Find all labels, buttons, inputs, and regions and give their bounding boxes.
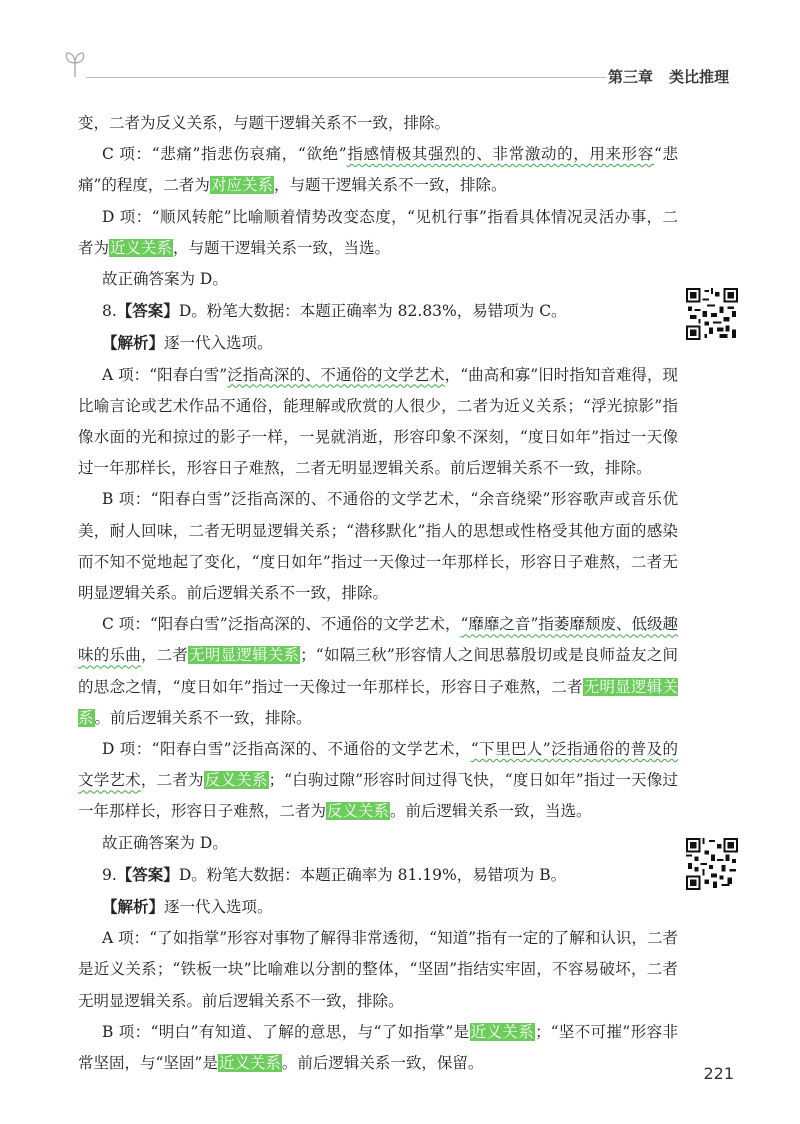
qr-code-icon[interactable] xyxy=(686,288,738,340)
text: A 项：“阳春白雪” xyxy=(102,365,228,384)
text: B 项：“明白”有知道、了解的意思，与“了如指掌”是 xyxy=(102,1022,470,1041)
analysis-label: 【解析】 xyxy=(102,897,165,917)
qr-code-icon[interactable] xyxy=(686,838,738,890)
text: 故正确答案为 D。 xyxy=(102,833,228,852)
text: D。粉笔大数据：本题正确率为 82.83%，易错项为 C。 xyxy=(178,302,567,321)
text: A 项：“了如指掌”形容对事物了解得非常透彻，“知道”指有一定的了解和认识，二者是近义关系；“铁板一块”比喻难以分割的整体，“坚固”指结实牢固，不容易破坏，二者无明显逻辑关系。前后逻辑关系不一致，排除。 xyxy=(78,929,678,1010)
chapter-heading xyxy=(608,66,729,87)
text: ，“曲高和寡”旧时指知音难得，现比喻言论或艺术作品不通俗，能理解或欣赏的人很少，二者为近义关系；“浮光掠影”指像水面的光和掠过的影子一样，一晃就消逝，形容印象不深刻，“度日如年”指过一天像过一年那样长，形容日子难熬，二者无明显逻辑关系。前后逻辑关系不一致，排除。 xyxy=(78,365,678,478)
paragraph xyxy=(78,923,678,1017)
sprout-icon xyxy=(62,48,88,78)
paragraph xyxy=(78,108,678,139)
text: 逐一代入选项。 xyxy=(164,898,273,917)
answer-line-8 xyxy=(78,295,678,327)
text: 。前后逻辑关系一致，保留。 xyxy=(281,1054,484,1073)
text: 。前后逻辑关系一致，当选。 xyxy=(390,802,592,821)
highlighted-term: 对应关系 xyxy=(210,176,273,195)
question-number: 9. xyxy=(102,865,117,884)
text: C 项：“阳春白雪”泛指高深的、不通俗的文学艺术， xyxy=(102,615,461,634)
text: “悲痛”的程度，二者为 xyxy=(78,145,678,195)
text: 二者为 xyxy=(78,207,678,257)
highlighted-term: 无明显逻辑关系 xyxy=(78,677,678,727)
paragraph xyxy=(78,202,678,264)
text: ，与题干逻辑关系不一致，排除。 xyxy=(273,176,507,195)
text: 逐一代入选项。 xyxy=(164,334,273,353)
text: 。前后逻辑关系不一致，排除。 xyxy=(94,708,312,727)
paragraph xyxy=(78,1017,678,1079)
wavy-underlined-text: “下里巴人”泛指通俗的普及的文学艺术 xyxy=(78,740,678,790)
wavy-underlined-text: 指感情极其强烈的、非常激动的，用来形容 xyxy=(346,145,654,164)
answer-label: 【答案】 xyxy=(116,864,179,884)
analysis-line-9 xyxy=(78,891,678,923)
text: 变，二者为反义关系，与题干逻辑关系不一致，排除。 xyxy=(78,114,451,132)
answer-line-9 xyxy=(78,859,678,891)
text: D 项：“阳春白雪”泛指高深的、不通俗的文学艺术， xyxy=(102,740,471,759)
text: 故正确答案为 D。 xyxy=(102,270,228,289)
text: ；“白驹过隙”形容时间过得飞快，“度日如年”指过一天像过一年那样长，形容日子难熬，二者为 xyxy=(78,771,678,821)
highlighted-term: 反义关系 xyxy=(327,802,390,821)
text: B 项：“阳春白雪”泛指高深的、不通俗的文学艺术，“余音绕梁”形容歌声或音乐优美，耐人回味，二者无明显逻辑关系；“潜移默化”指人的思想或性格受其他方面的感染而不知不觉地起了变化，“度日如年”指过一天像过一年那样长，形容日子难熬，二者无明显逻辑关系。前后逻辑关系不一致，排除。 xyxy=(78,490,678,603)
highlighted-term: 反义关系 xyxy=(204,771,268,790)
text: D 项：“顺风转舵”比喻顺着情势改变态度，“见机行事”指看具体情况灵活办事， xyxy=(102,207,663,226)
text: ；“如隔三秋”形容情人之间思慕殷切或是良师益友之间的思念之情，“度日如年”指过一天像过一年那样长，形容日子难熬，二者 xyxy=(78,646,678,696)
analysis-label: 【解析】 xyxy=(102,333,165,353)
header-rule xyxy=(86,77,606,78)
chapter-title: 类比推理 xyxy=(669,68,730,86)
paragraph xyxy=(78,360,678,485)
paragraph xyxy=(78,139,678,201)
page-number: 221 xyxy=(703,1064,734,1083)
paragraph xyxy=(78,828,678,859)
text: C 项：“悲痛”指悲伤哀痛，“欲绝” xyxy=(102,145,347,164)
paragraph xyxy=(78,609,678,734)
text: ，与题干逻辑关系一致，当选。 xyxy=(173,238,391,257)
question-number: 8. xyxy=(102,302,117,321)
answer-label: 【答案】 xyxy=(116,301,179,321)
analysis-line-8 xyxy=(78,327,678,359)
highlighted-term: 近义关系 xyxy=(110,238,173,257)
paragraph xyxy=(78,734,678,828)
wavy-underlined-text: 泛指高深的、不通俗的文学艺术 xyxy=(227,365,445,384)
page-body xyxy=(78,108,678,1079)
text: D。粉笔大数据：本题正确率为 81.19%，易错项为 B。 xyxy=(178,865,567,884)
highlighted-term: 近义关系 xyxy=(218,1054,281,1073)
paragraph xyxy=(78,484,678,609)
chapter-number: 第三章 xyxy=(608,68,654,86)
text: ，二者为 xyxy=(140,771,204,790)
text: ；“坚不可摧”形容非常坚固，与“坚固”是 xyxy=(78,1022,678,1073)
highlighted-term: 近义关系 xyxy=(470,1022,535,1041)
page-header xyxy=(0,0,800,90)
paragraph xyxy=(78,264,678,295)
highlighted-term: 无明显逻辑关系 xyxy=(189,646,300,665)
text: ，二者 xyxy=(140,646,189,665)
wavy-underlined-text: “靡靡之音”指萎靡颓废、低级趣味的乐曲 xyxy=(78,615,678,665)
